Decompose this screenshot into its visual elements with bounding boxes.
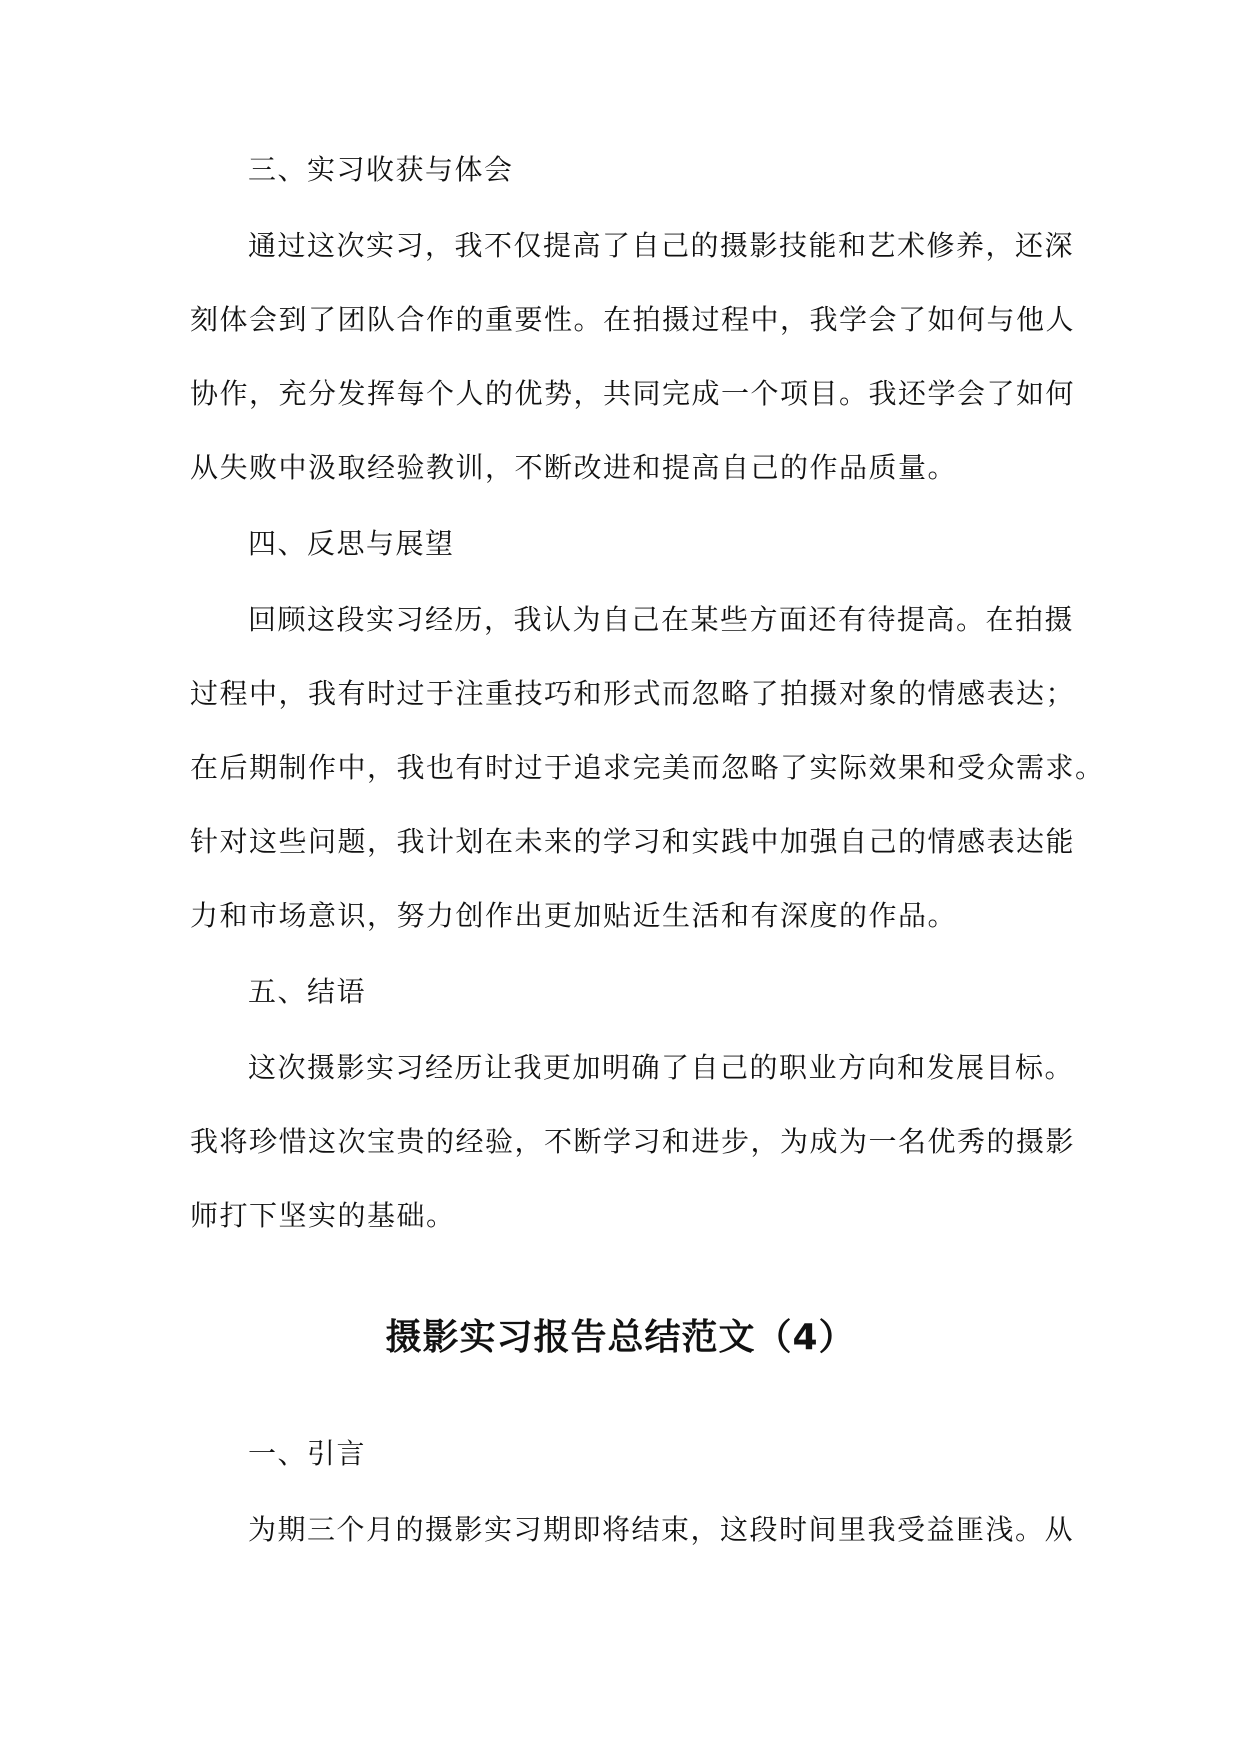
paragraph-line: 协作，充分发挥每个人的优势，共同完成一个项目。我还学会了如何 [190,377,1076,410]
section-heading-conclusion: 五、结语 [248,975,367,1008]
paragraph-line: 为期三个月的摄影实习期即将结束，这段时间里我受益匪浅。从 [248,1513,1075,1546]
document-title: 摄影实习报告总结范文（4） [385,1317,856,1358]
paragraph-line: 通过这次实习，我不仅提高了自己的摄影技能和艺术修养，还深 [248,229,1075,262]
paragraph-line: 师打下坚实的基础。 [190,1199,456,1232]
section-heading-intro: 一、引言 [248,1437,367,1470]
paragraph-line: 过程中，我有时过于注重技巧和形式而忽略了拍摄对象的情感表达； [190,677,1076,710]
paragraph-line: 力和市场意识，努力创作出更加贴近生活和有深度的作品。 [190,899,958,932]
paragraph-line: 在后期制作中，我也有时过于追求完美而忽略了实际效果和受众需求。 [190,751,1105,784]
paragraph-line: 我将珍惜这次宝贵的经验，不断学习和进步，为成为一名优秀的摄影 [190,1125,1076,1158]
paragraph-line: 从失败中汲取经验教训，不断改进和提高自己的作品质量。 [190,451,958,484]
paragraph-line: 这次摄影实习经历让我更加明确了自己的职业方向和发展目标。 [248,1051,1075,1084]
section-heading-harvest: 三、实习收获与体会 [248,153,514,186]
paragraph-line: 针对这些问题，我计划在未来的学习和实践中加强自己的情感表达能 [190,825,1076,858]
paragraph-line: 刻体会到了团队合作的重要性。在拍摄过程中，我学会了如何与他人 [190,303,1076,336]
paragraph-line: 回顾这段实习经历，我认为自己在某些方面还有待提高。在拍摄 [248,603,1075,636]
section-heading-reflection: 四、反思与展望 [248,527,455,560]
